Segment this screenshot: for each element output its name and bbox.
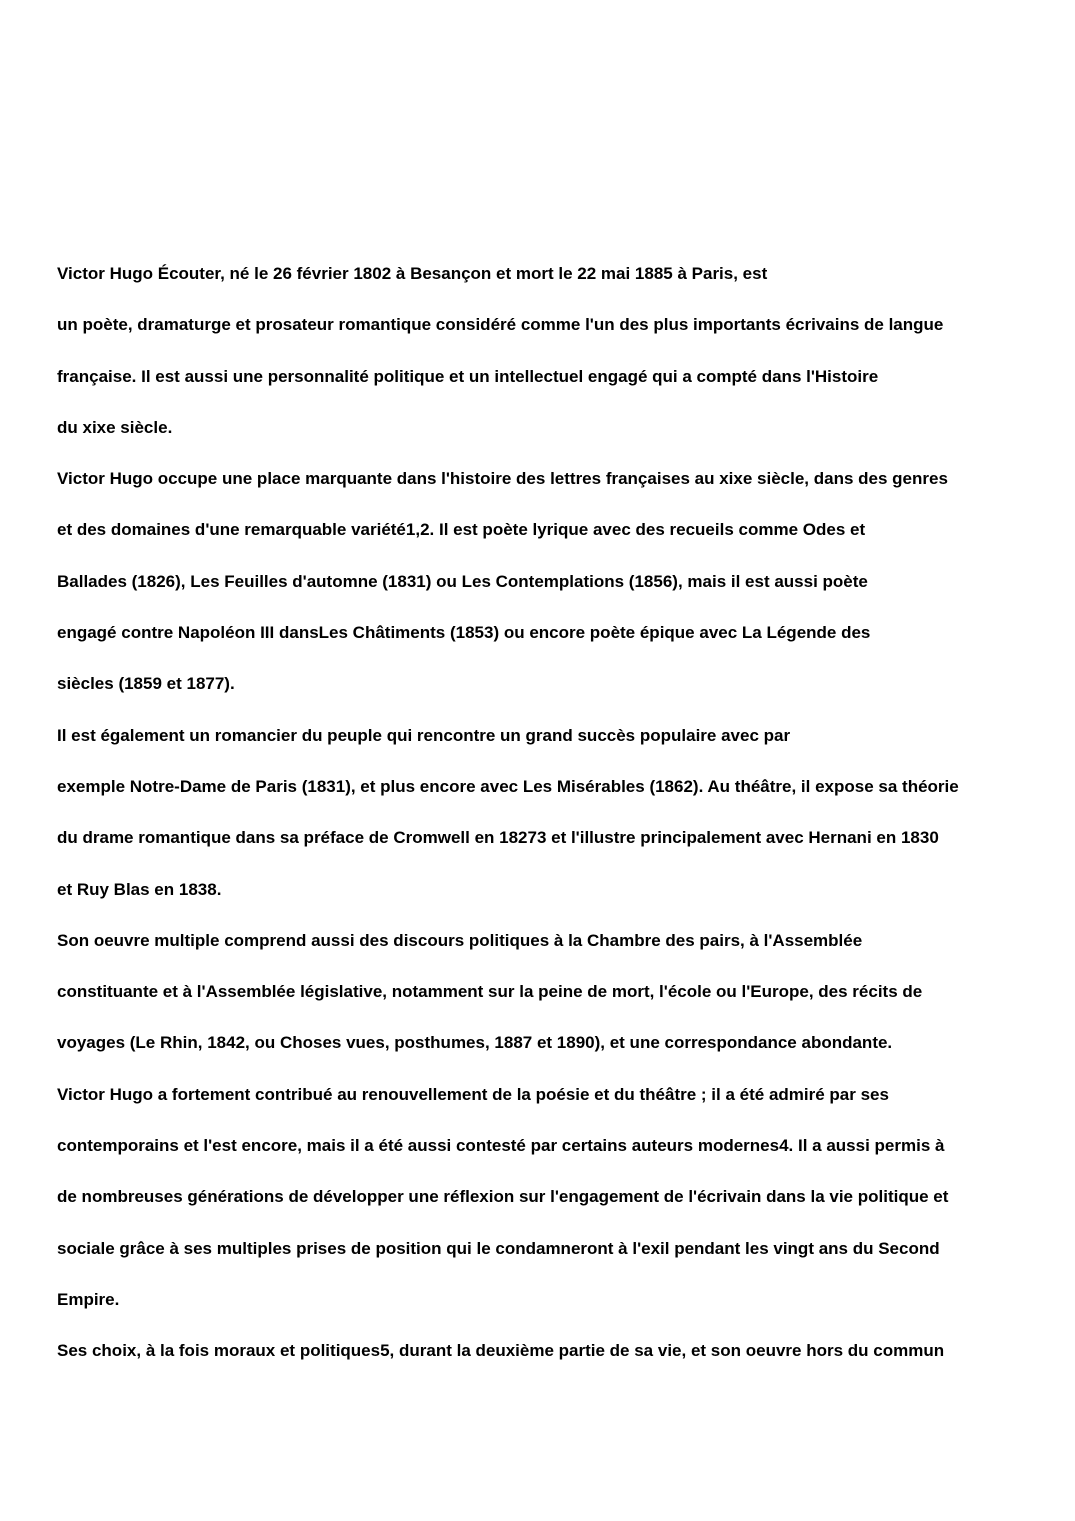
text-line: et Ruy Blas en 1838. bbox=[57, 879, 222, 899]
text-line: Victor Hugo Écouter, né le 26 février 1802 à Besançon et mort le 22 mai 1885 à Paris, est bbox=[57, 264, 768, 283]
text-line: Ballades (1826), Les Feuilles d'automne (1831) ou Les Contemplations (1856), mais il est aussi poète bbox=[57, 571, 868, 591]
text-line: Ses choix, à la fois moraux et politiques5, durant la deuxième partie de sa vie, et son oeuvre hors du commun bbox=[57, 1341, 945, 1361]
text-line: constituante et à l'Assemblée législative, notamment sur la peine de mort, l'école ou l'Europe, des récits de bbox=[57, 982, 923, 1002]
text-line: siècles (1859 et 1877). bbox=[57, 674, 235, 694]
text-line: Son oeuvre multiple comprend aussi des discours politiques à la Chambre des pairs, à l'Assemblée bbox=[57, 930, 863, 950]
text-line: et des domaines d'une remarquable variété1,2. Il est poète lyrique avec des recueils comme Odes et bbox=[57, 520, 866, 540]
text-line: Il est également un romancier du peuple qui rencontre un grand succès populaire avec par bbox=[57, 725, 791, 745]
text-line: du xixe siècle. bbox=[57, 417, 173, 437]
document-text-body bbox=[57, 264, 1057, 1393]
text-line: un poète, dramaturge et prosateur romantique considéré comme l'un des plus importants écrivains de langue bbox=[57, 315, 944, 335]
text-line: Empire. bbox=[57, 1289, 120, 1309]
text-line: voyages (Le Rhin, 1842, ou Choses vues, posthumes, 1887 et 1890), et une correspondance abondante. bbox=[57, 1033, 893, 1053]
text-line: du drame romantique dans sa préface de Cromwell en 18273 et l'illustre principalement avec Hernani en 1830 bbox=[57, 828, 939, 848]
text-line: exemple Notre-Dame de Paris (1831), et plus encore avec Les Misérables (1862). Au théâtre, il expose sa théorie bbox=[57, 776, 959, 796]
text-line: de nombreuses générations de développer une réflexion sur l'engagement de l'écrivain dans la vie politique et bbox=[57, 1187, 949, 1207]
text-line: contemporains et l'est encore, mais il a été aussi contesté par certains auteurs modernes4. Il a aussi permis à bbox=[57, 1136, 945, 1156]
text-line: Victor Hugo a fortement contribué au renouvellement de la poésie et du théâtre ; il a été admiré par ses bbox=[57, 1084, 889, 1104]
text-line: engagé contre Napoléon III dansLes Châtiments (1853) ou encore poète épique avec La Légende des bbox=[57, 623, 871, 643]
text-line: sociale grâce à ses multiples prises de position qui le condamneront à l'exil pendant les vingt ans du Second bbox=[57, 1238, 940, 1258]
text-line: française. Il est aussi une personnalité politique et un intellectuel engagé qui a compté dans l'Histoire bbox=[57, 366, 879, 386]
text-line: Victor Hugo occupe une place marquante dans l'histoire des lettres françaises au xixe siècle, dans des genres bbox=[57, 469, 948, 489]
